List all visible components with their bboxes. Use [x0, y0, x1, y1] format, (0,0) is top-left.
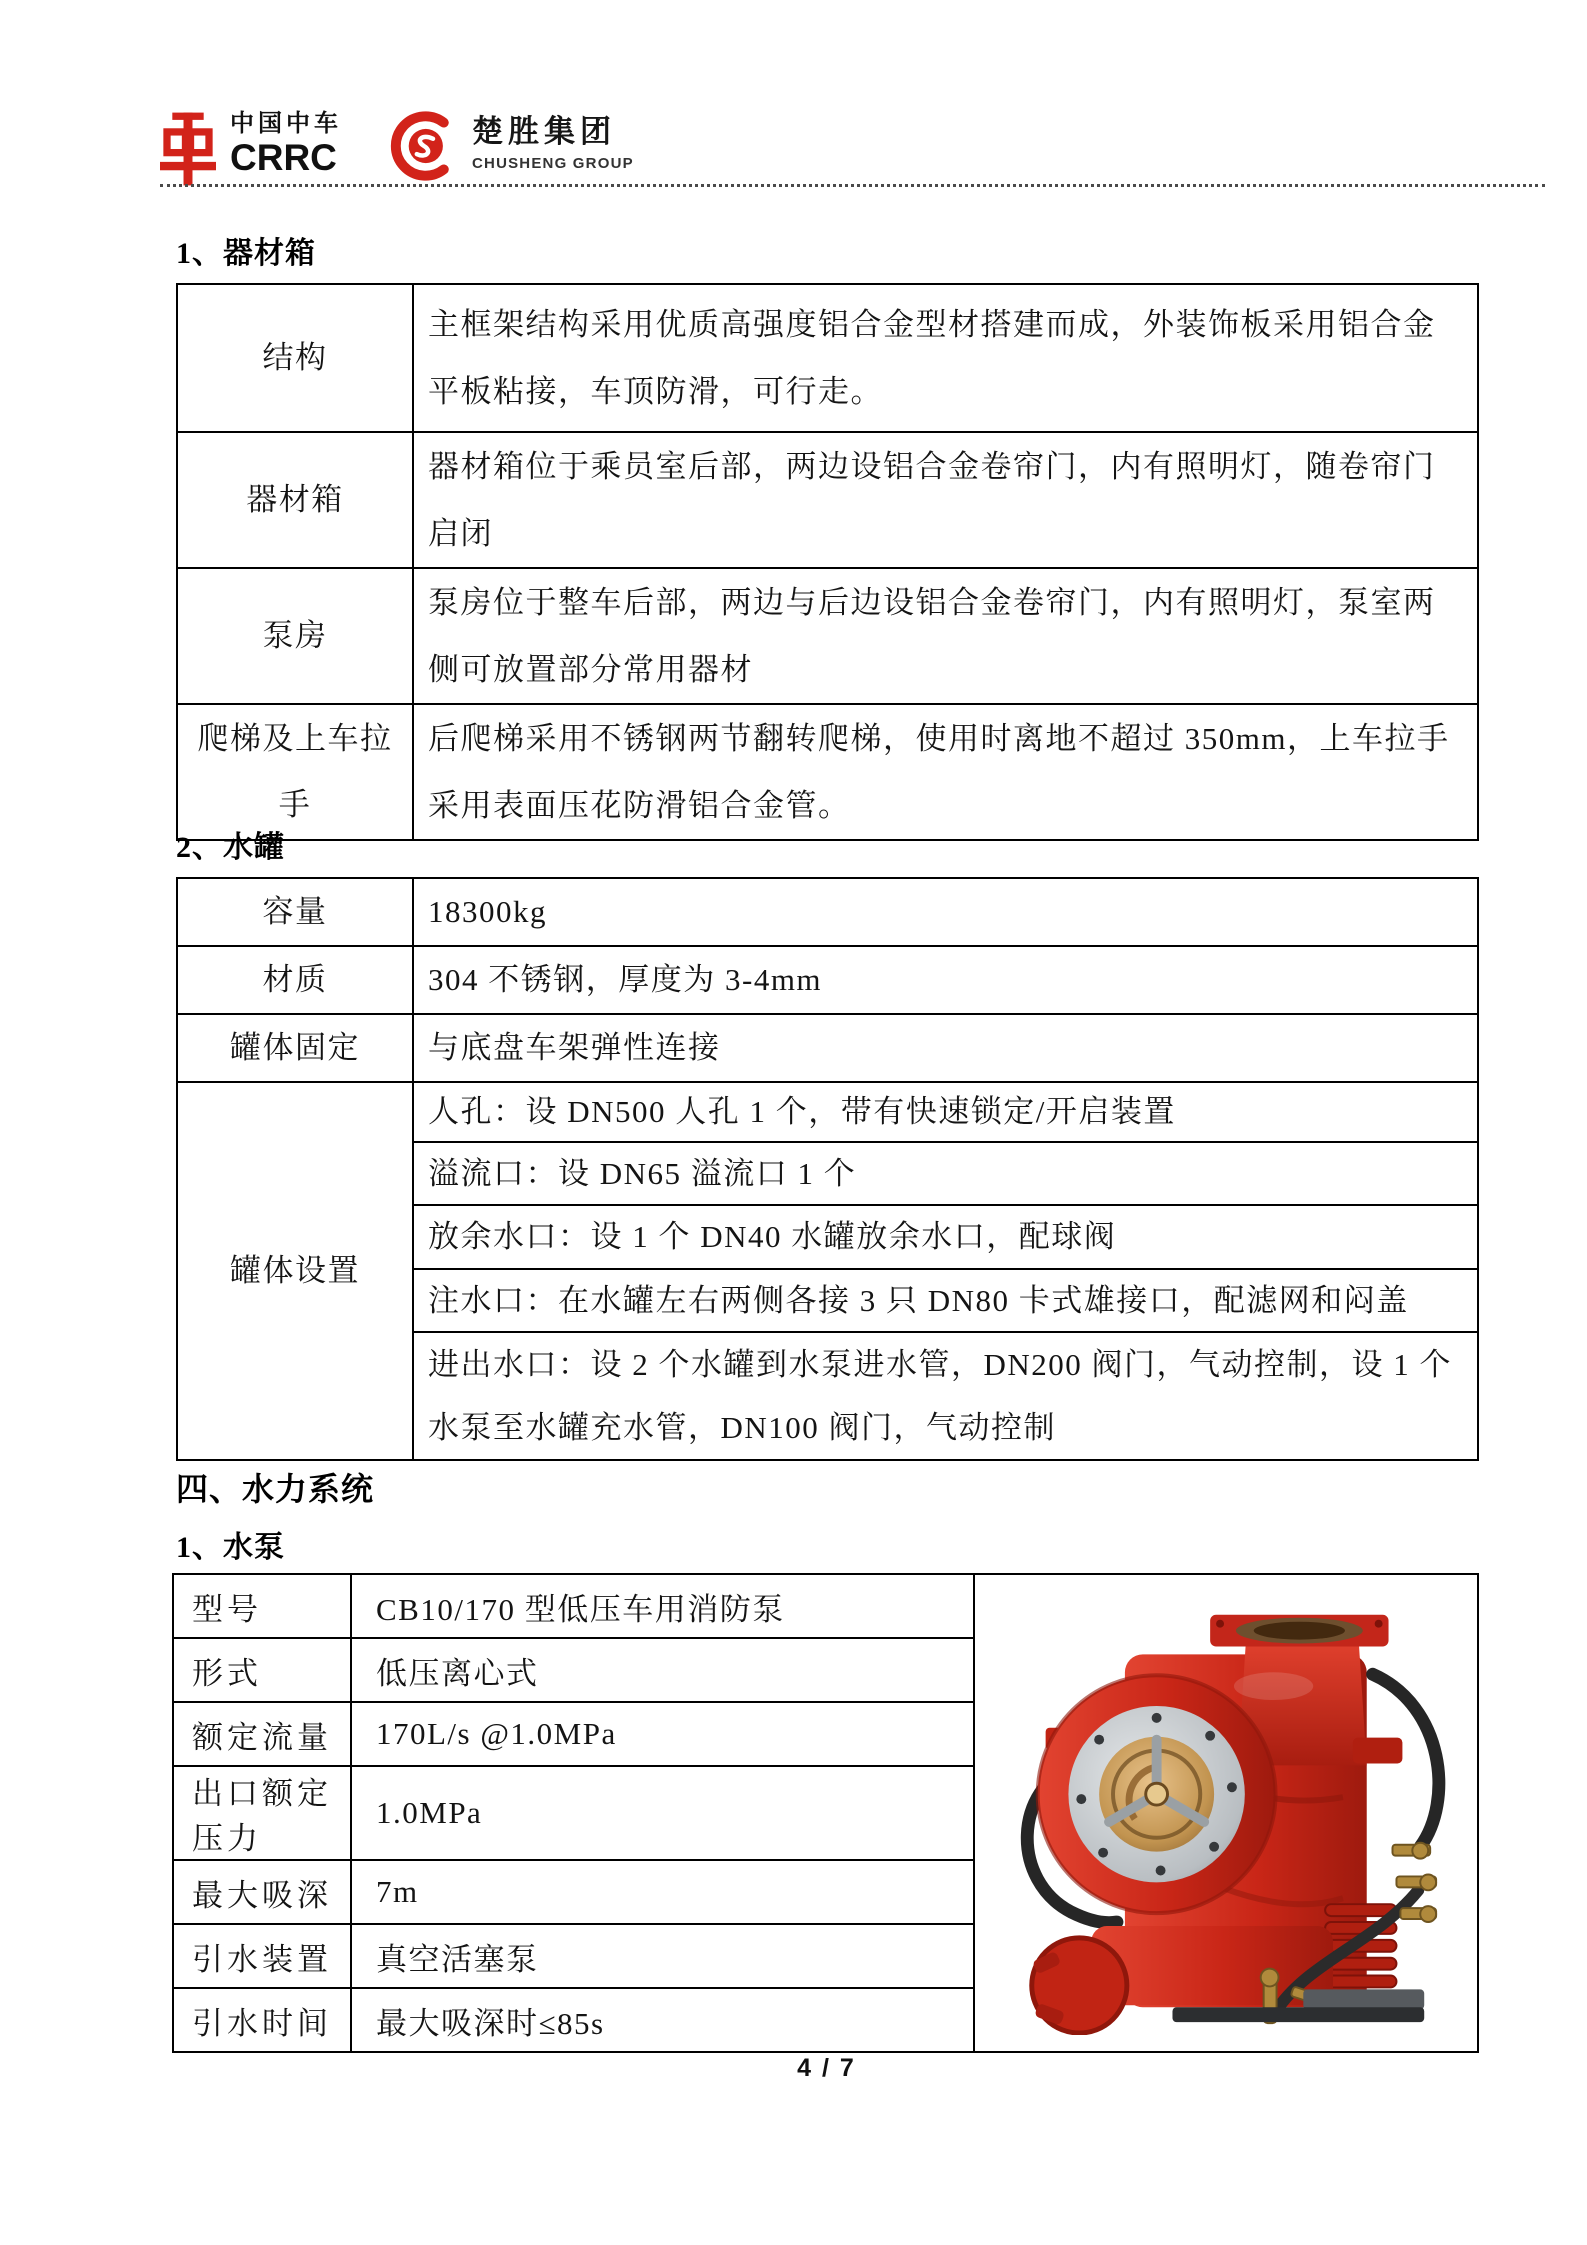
row-value: 真空活塞泵	[351, 1924, 974, 1988]
page-number: 4 / 7	[797, 2054, 856, 2082]
row-label: 引水时间	[173, 1988, 351, 2052]
row-value: 主框架结构采用优质高强度铝合金型材搭建而成，外装饰板采用铝合金平板粘接，车顶防滑，可行走。	[413, 284, 1478, 432]
row-value: 1.0MPa	[351, 1766, 974, 1860]
row-value: 泵房位于整车后部，两边与后边设铝合金卷帘门，内有照明灯，泵室两侧可放置部分常用器材	[413, 568, 1478, 704]
table-row	[177, 946, 1478, 1014]
section-title-water-pump: 1、水泵	[176, 1531, 285, 1564]
row-label: 形式	[173, 1638, 351, 1702]
row-label: 容量	[177, 878, 413, 946]
row-label: 最大吸深	[173, 1860, 351, 1924]
row-value: 304 不锈钢，厚度为 3-4mm	[413, 946, 1478, 1014]
row-value: 后爬梯采用不锈钢两节翻转爬梯，使用时离地不超过 350mm，上车拉手采用表面压花防滑铝合金管。	[413, 704, 1478, 840]
row-value: 器材箱位于乘员室后部，两边设铝合金卷帘门，内有照明灯，随卷帘门启闭	[413, 432, 1478, 568]
chusheng-cn-label: 楚胜集团	[472, 114, 616, 149]
crrc-logo-icon	[160, 112, 216, 186]
crrc-cn-label: 中国中车	[230, 110, 342, 137]
row-label: 额定流量	[173, 1702, 351, 1766]
row-value: 7m	[351, 1860, 974, 1924]
row-value: 170L/s @1.0MPa	[351, 1702, 974, 1766]
row-value: 人孔：设 DN500 人孔 1 个，带有快速锁定/开启装置	[413, 1082, 1478, 1142]
row-value: 注水口：在水罐左右两侧各接 3 只 DN80 卡式雄接口，配滤网和闷盖	[413, 1269, 1478, 1332]
table-row	[177, 1082, 1478, 1142]
row-value: 最大吸深时≤85s	[351, 1988, 974, 2052]
chusheng-logo-icon	[388, 110, 460, 182]
row-value: 与底盘车架弹性连接	[413, 1014, 1478, 1082]
pump-image	[975, 1591, 1477, 2035]
row-value: CB10/170 型低压车用消防泵	[351, 1574, 974, 1638]
row-value: 放余水口：设 1 个 DN40 水罐放余水口，配球阀	[413, 1205, 1478, 1269]
row-label: 材质	[177, 946, 413, 1014]
header-dotted-divider	[160, 184, 1545, 187]
row-value: 低压离心式	[351, 1638, 974, 1702]
row-label: 泵房	[177, 568, 413, 704]
chusheng-en-label: CHUSHENG GROUP	[472, 155, 634, 172]
row-label: 爬梯及上车拉手	[177, 704, 413, 840]
table-row	[177, 704, 1478, 840]
table-row	[177, 284, 1478, 432]
row-label: 结构	[177, 284, 413, 432]
row-label: 型号	[173, 1574, 351, 1638]
crrc-logo-text	[230, 112, 342, 176]
table-row	[177, 878, 1478, 946]
row-value: 18300kg	[413, 878, 1478, 946]
table-row	[177, 432, 1478, 568]
pump-photo-cell	[974, 1574, 1478, 2052]
water-pump-table	[172, 1573, 1479, 2053]
table-row	[177, 1014, 1478, 1082]
row-label: 出口额定压力	[173, 1766, 351, 1860]
chusheng-logo-text	[472, 116, 634, 171]
table-row	[173, 1574, 1478, 1638]
row-label: 罐体固定	[177, 1014, 413, 1082]
row-value: 溢流口：设 DN65 溢流口 1 个	[413, 1142, 1478, 1205]
water-tank-table	[176, 877, 1479, 1461]
group-label: 罐体设置	[177, 1082, 413, 1460]
crrc-en-label: CRRC	[230, 137, 337, 178]
table-row	[177, 568, 1478, 704]
row-value: 进出水口：设 2 个水罐到水泵进水管，DN200 阀门，气动控制，设 1 个水泵至水罐充水管，DN100 阀门，气动控制	[413, 1332, 1478, 1460]
section-title-equipment-box: 1、器材箱	[176, 237, 316, 270]
section-title-water-tank: 2、水罐	[176, 831, 285, 864]
row-label: 引水装置	[173, 1924, 351, 1988]
page-header	[160, 110, 634, 188]
row-label: 器材箱	[177, 432, 413, 568]
equipment-box-table	[176, 283, 1479, 841]
section-title-hydraulic-system: 四、水力系统	[176, 1471, 375, 1507]
